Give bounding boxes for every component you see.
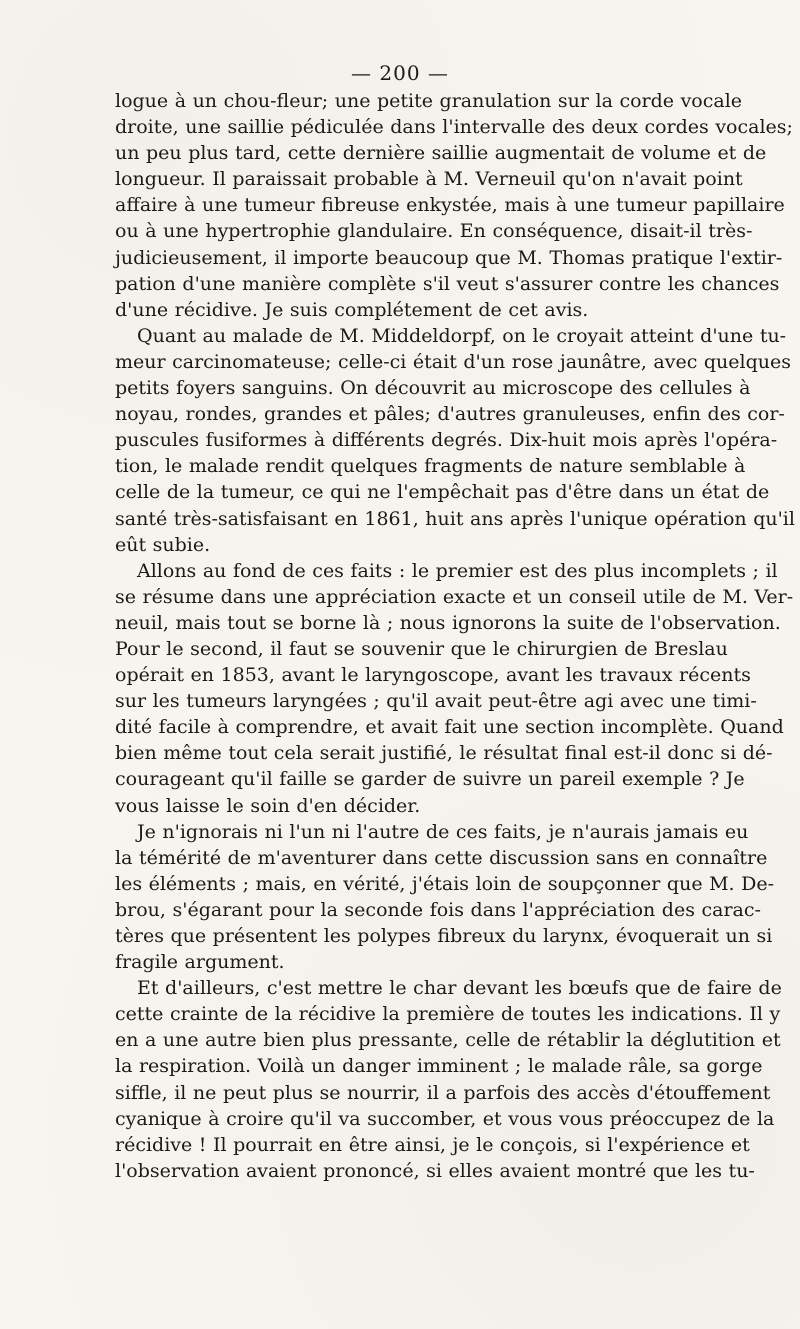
text-line: se résume dans une appréciation exacte et un conseil utile de M. Ver- <box>115 585 794 608</box>
text-line: la témérité de m'aventurer dans cette discussion sans en connaître <box>115 846 768 869</box>
text-line: droite, une saillie pédiculée dans l'intervalle des deux cordes vocales; <box>115 116 793 139</box>
text-line: en a une autre bien plus pressante, celle de rétablir la déglutition et <box>115 1029 781 1052</box>
text-line: Pour le second, il faut se souvenir que le chirurgien de Breslau <box>115 637 728 660</box>
text-line: sur les tumeurs laryngées ; qu'il avait peut-être agi avec une timi- <box>115 690 757 713</box>
text-line: petits foyers sanguins. On découvrit au microscope des cellules à <box>115 377 751 400</box>
body-text <box>115 88 795 1184</box>
text-line: santé très-satisfaisant en 1861, huit ans après l'unique opération qu'il <box>115 507 795 530</box>
text-line: Et d'ailleurs, c'est mettre le char devant les bœufs que de faire de <box>137 977 782 1000</box>
text-line: neuil, mais tout se borne là ; nous ignorons la suite de l'observation. <box>115 611 781 634</box>
text-line: opérait en 1853, avant le laryngoscope, avant les travaux récents <box>115 664 751 687</box>
text-line: d'une récidive. Je suis complétement de cet avis. <box>115 298 589 321</box>
page-number: — 200 — <box>351 61 449 85</box>
paragraph <box>115 88 793 323</box>
text-line: tion, le malade rendit quelques fragments de nature semblable à <box>115 455 746 478</box>
text-line: récidive ! Il pourrait en être ainsi, je le conçois, si l'expérience et <box>115 1133 750 1156</box>
text-line: Allons au fond de ces faits : le premier est des plus incomplets ; il <box>137 559 778 582</box>
text-line: siffle, il ne peut plus se nourrir, il a parfois des accès d'étouffement <box>115 1081 771 1104</box>
text-line: cyanique à croire qu'il va succomber, et vous vous préoccupez de la <box>115 1107 775 1130</box>
text-line: puscules fusiformes à différents degrés. Dix-huit mois après l'opéra- <box>115 429 778 452</box>
paragraph <box>115 558 794 819</box>
text-line: longueur. Il paraissait probable à M. Verneuil qu'on n'avait point <box>115 168 743 191</box>
text-line: bien même tout cela serait justifié, le résultat final est-il donc si dé- <box>115 742 773 765</box>
text-line: vous laisse le soin d'en décider. <box>115 794 421 817</box>
text-line: fragile argument. <box>115 951 285 974</box>
paragraph <box>115 819 775 976</box>
text-line: courageant qu'il faille se garder de suivre un pareil exemple ? Je <box>115 768 745 791</box>
text-line: tères que présentent les polypes fibreux du larynx, évoquerait un si <box>115 925 773 947</box>
text-line: cette crainte de la récidive la première de toutes les indications. Il y <box>115 1003 781 1026</box>
text-line: l'observation avaient prononcé, si elles avaient montré que les tu- <box>115 1159 755 1182</box>
text-line: logue à un chou-fleur; une petite granulation sur la corde vocale <box>115 90 743 112</box>
text-line: les éléments ; mais, en vérité, j'étais loin de soupçonner que M. De- <box>115 872 775 895</box>
text-line: un peu plus tard, cette dernière saillie augmentait de volume et de <box>115 142 767 165</box>
text-line: dité facile à comprendre, et avait fait une section incomplète. Quand <box>115 716 784 739</box>
text-line: la respiration. Voilà un danger imminent ; le malade râle, sa gorge <box>115 1055 763 1078</box>
text-line: Je n'ignorais ni l'un ni l'autre de ces faits, je n'aurais jamais eu <box>137 820 749 843</box>
paragraph <box>115 975 782 1184</box>
text-line: pation d'une manière complète s'il veut s'assurer contre les chances <box>115 272 780 295</box>
text-line: ou à une hypertrophie glandulaire. En conséquence, disait-il très- <box>115 220 753 243</box>
text-line: celle de la tumeur, ce qui ne l'empêchait pas d'être dans un état de <box>115 481 770 504</box>
text-line: brou, s'égarant pour la seconde fois dans l'appréciation des carac- <box>115 898 761 921</box>
text-line: noyau, rondes, grandes et pâles; d'autres granuleuses, enfin des cor- <box>115 403 785 426</box>
text-line: judicieusement, il importe beaucoup que M. Thomas pratique l'extir- <box>115 246 783 269</box>
text-line: affaire à une tumeur fibreuse enkystée, mais à une tumeur papillaire <box>115 194 785 217</box>
paragraph <box>115 323 795 558</box>
text-line: meur carcinomateuse; celle-ci était d'un rose jaunâtre, avec quelques <box>115 350 791 373</box>
text-line: eût subie. <box>115 533 211 556</box>
text-line: Quant au malade de M. Middeldorpf, on le croyait atteint d'une tu- <box>137 324 787 347</box>
